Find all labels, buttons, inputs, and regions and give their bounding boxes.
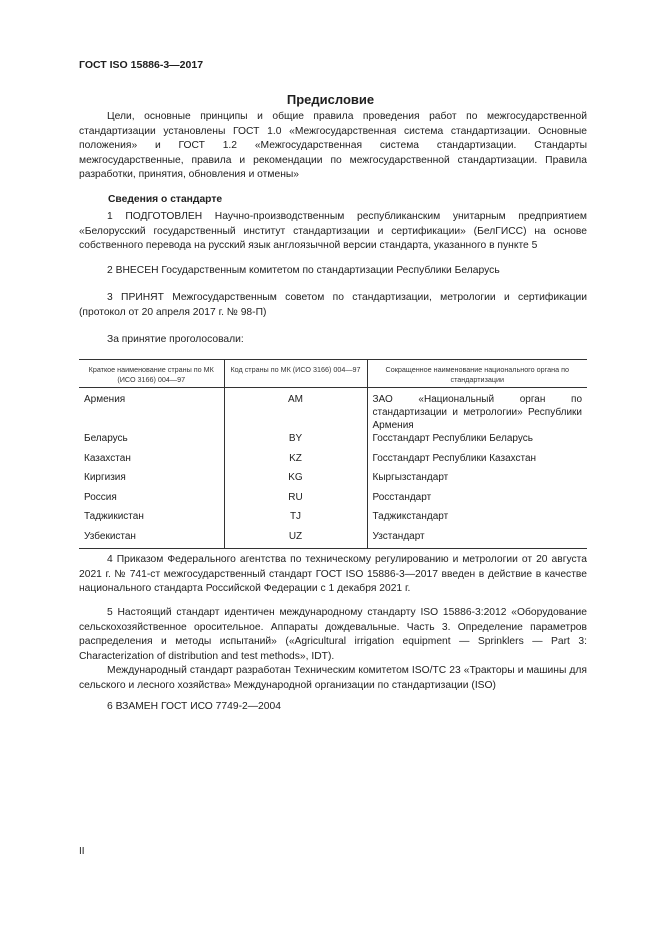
body-cell: Таджикстандарт <box>372 511 449 522</box>
item-2-text: 2 ВНЕСЕН Государственным комитетом по стандартизации Республики Беларусь <box>107 265 500 276</box>
table-row <box>79 471 587 491</box>
code-cell: BY <box>224 432 367 452</box>
body-cell: Росстандарт <box>372 491 432 503</box>
vote-intro-paragraph <box>79 333 587 348</box>
country-cell: Россия <box>79 491 224 511</box>
table-row <box>79 530 587 549</box>
table-header-row <box>79 360 587 388</box>
header-body: Сокращенное наименование национального органа по стандартизации <box>367 360 587 388</box>
intro-paragraph <box>79 110 587 183</box>
country-cell: Киргизия <box>79 471 224 491</box>
item-2-paragraph <box>79 264 587 279</box>
vote-intro-text: За принятие проголосовали: <box>107 334 244 345</box>
item-1-paragraph <box>79 210 587 254</box>
item-3-text: 3 ПРИНЯТ Межгосударственным советом по стандартизации, метрологии и сертификации (протокол от 20 апреля 2017 г. № 98-П) <box>79 292 587 318</box>
body-cell: ЗАО «Национальный орган по стандартизации и метрологии» Республики Армения <box>372 394 582 431</box>
table-row <box>79 452 587 472</box>
code-cell: KZ <box>224 452 367 472</box>
body-cell: Госстандарт Республики Казахстан <box>372 452 537 464</box>
section-subheading: Сведения о стандарте <box>108 194 223 205</box>
item-5-text: 5 Настоящий стандарт идентичен международному стандарту ISO 15886-3:2012 «Оборудование сельскохозяйственное оросительное. Аппараты дождевальные. Часть 3. Определение параметров распределения и методы испытаний» («Agricultural irrigation equipment — Sprinklers — Part 3: Characterization of distribution and test methods», IDT). <box>79 607 587 662</box>
item-5-paragraph <box>79 606 587 694</box>
item-6-text: 6 ВЗАМЕН ГОСТ ИСО 7749-2—2004 <box>107 701 281 712</box>
code-cell: AM <box>224 388 367 433</box>
page-title: Предисловие <box>286 92 375 107</box>
intro-text: Цели, основные принципы и общие правила проведения работ по межгосударственной стандартизации установлены ГОСТ 1.0 «Межгосударственная система стандартизации. Основные положения» и ГОСТ 1.2 «Межгосударственная система стандартизации. Стандарты межгосударственные, правила и рекомендации по межгосударственной стандартизации. Правила разработки, принятия, обновления и отмены» <box>79 111 587 181</box>
item-3-paragraph <box>79 291 587 320</box>
item-1-text: 1 ПОДГОТОВЛЕН Научно-производственным республиканским унитарным предприятием «Белорусский государственный институт стандартизации и сертификации» (БелГИСС) на основе собственного перевода на русский язык англоязычной версии стандарта, указанного в пункте 5 <box>79 211 587 252</box>
country-cell: Армения <box>79 388 224 433</box>
table-row <box>79 388 587 433</box>
code-cell: UZ <box>224 530 367 549</box>
code-cell: TJ <box>224 510 367 530</box>
table-row <box>79 510 587 530</box>
body-cell: Кыргызстандарт <box>372 472 449 483</box>
header-code: Код страны по МК (ИСО 3166) 004—97 <box>224 360 367 388</box>
voting-table <box>79 359 587 549</box>
item-5b-text: Международный стандарт разработан Техническим комитетом ISO/TC 23 «Тракторы и машины для сельского и лесного хозяйства» Международной организации по стандартизации (ISO) <box>79 665 587 691</box>
document-code: ГОСТ ISO 15886-3—2017 <box>79 59 204 71</box>
header-country: Краткое наименование страны по МК (ИСО 3166) 004—97 <box>79 360 224 388</box>
page-number: II <box>79 846 85 857</box>
country-cell: Казахстан <box>79 452 224 472</box>
item-4-paragraph <box>79 553 587 597</box>
code-cell: KG <box>224 471 367 491</box>
item-4-text: 4 Приказом Федерального агентства по техническому регулированию и метрологии от 20 августа 2021 г. № 741-ст межгосударственный стандарт ГОСТ ISO 15886-3—2017 введен в действие в качестве национального стандарта Российской Федерации с 1 декабря 2021 г. <box>79 554 587 595</box>
country-cell: Беларусь <box>79 432 224 452</box>
table-row <box>79 432 587 452</box>
body-cell: Госстандарт Республики Беларусь <box>372 433 533 444</box>
code-cell: RU <box>224 491 367 511</box>
country-cell: Узбекистан <box>79 530 224 549</box>
item-6-paragraph <box>79 700 587 715</box>
table-row <box>79 491 587 511</box>
body-cell: Узстандарт <box>367 530 587 549</box>
country-cell: Таджикистан <box>79 510 224 530</box>
